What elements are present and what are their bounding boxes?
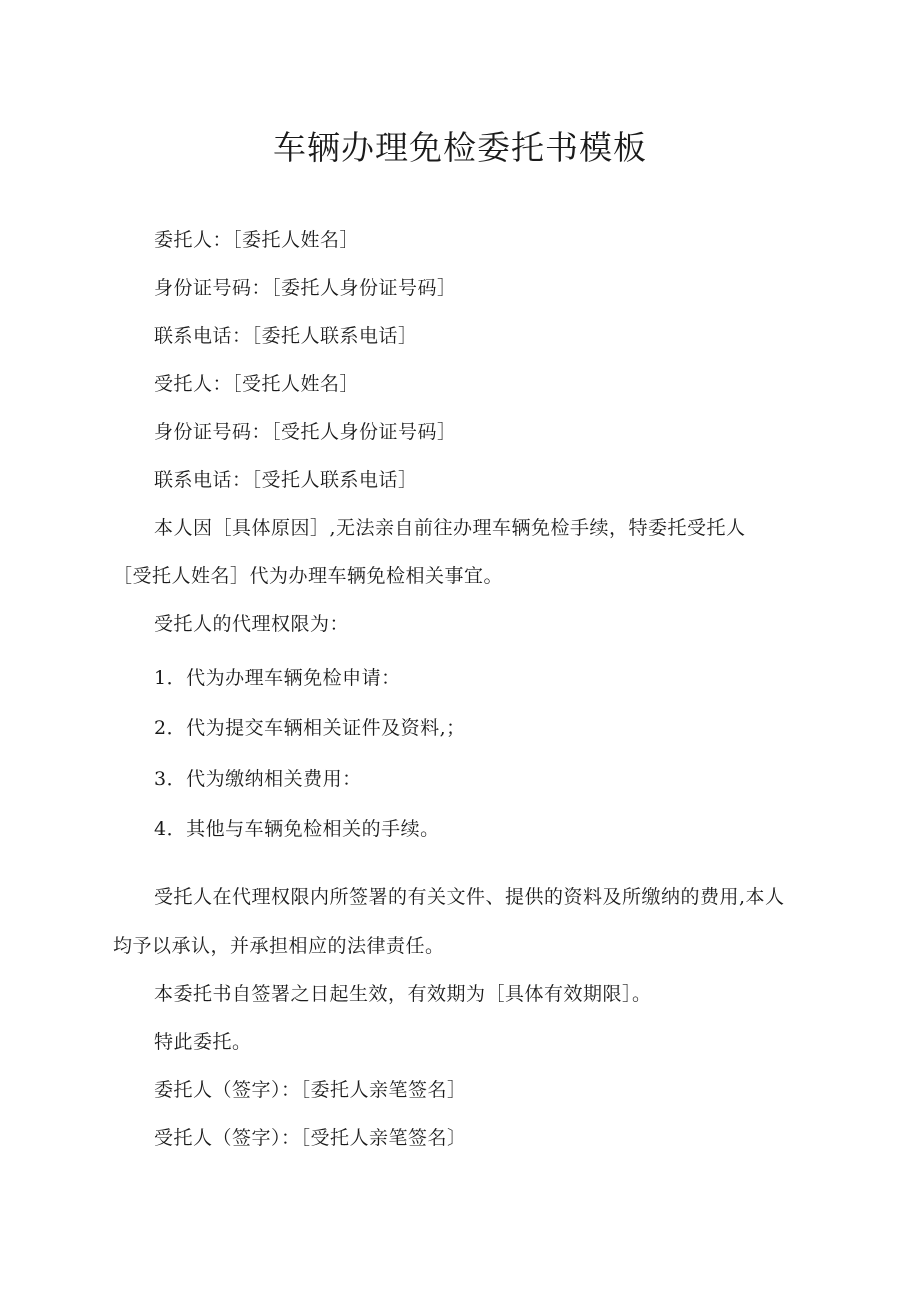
agent-name: 受托人：［受托人姓名］ [154,373,360,395]
principal-name: 委托人：［委托人姓名］ [154,229,360,251]
authority-item: 2．代为提交车辆相关证件及资料,； [154,717,466,739]
validity-statement: 本委托书自签署之日起生效，有效期为［具体有效期限］。 [154,983,652,1005]
authority-item: 4．其他与车辆免检相关的手续。 [154,818,440,840]
document-title: 车辆办理免检委托书模板 [273,128,647,167]
acknowledgement-line-2: 均予以承认，并承担相应的法律责任。 [113,935,445,957]
closing-statement: 特此委托。 [154,1031,252,1053]
agent-id: 身份证号码：［受托人身份证号码］ [154,421,457,443]
authority-heading: 受托人的代理权限为： [154,613,350,635]
reason-paragraph-line-2: ［受托人姓名］代为办理车辆免检相关事宜。 [113,565,504,587]
authority-item: 1．代为办理车辆免检申请： [154,667,401,689]
acknowledgement-line-1: 受托人在代理权限内所签署的有关文件、提供的资料及所缴纳的费用,本人 [154,886,785,908]
agent-signature: 受托人（签字）：［受托人亲笔签名〕 [154,1127,467,1149]
principal-id: 身份证号码：［委托人身份证号码］ [154,277,457,299]
reason-paragraph-line-1: 本人因［具体原因］,无法亲自前往办理车辆免检手续，特委托受托人 [154,517,746,539]
principal-signature: 委托人（签字）：［委托人亲笔签名］ [154,1079,467,1101]
authority-item: 3．代为缴纳相关费用： [154,768,362,790]
agent-phone: 联系电话：［受托人联系电话］ [154,469,418,491]
principal-phone: 联系电话：［委托人联系电话］ [154,325,418,347]
